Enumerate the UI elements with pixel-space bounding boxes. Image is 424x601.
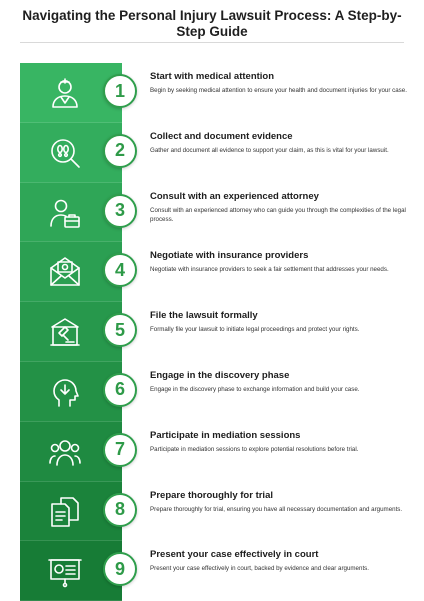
step-number: 4 [103, 253, 137, 287]
step-title: Present your case effectively in court [150, 549, 319, 561]
steps-list [20, 63, 420, 601]
step-number: 5 [103, 313, 137, 347]
step-text [150, 370, 410, 394]
step-number: 1 [103, 74, 137, 108]
step-number: 8 [103, 493, 137, 527]
step-7 [20, 422, 420, 482]
step-text [150, 71, 410, 95]
step-title: Engage in the discovery phase [150, 369, 290, 381]
step-1 [20, 63, 420, 123]
step-number: 6 [103, 373, 137, 407]
envelope-money-icon [48, 255, 82, 289]
title-divider [20, 42, 404, 43]
step-description: Prepare thoroughly for trial, ensuring you have all necessary documentation and arguments. [150, 505, 403, 513]
step-5 [20, 302, 420, 362]
step-text [150, 310, 410, 334]
documents-icon [48, 495, 82, 529]
attorney-briefcase-icon [48, 196, 82, 230]
step-number: 7 [103, 433, 137, 467]
step-text [150, 430, 410, 454]
step-3 [20, 183, 420, 243]
group-people-icon [48, 435, 82, 469]
step-title: Start with medical attention [150, 71, 275, 82]
step-description: Present your case effectively in court, backed by evidence and clear arguments. [150, 565, 369, 573]
step-6 [20, 362, 420, 422]
step-title: Collect and document evidence [150, 130, 293, 142]
step-text [150, 191, 410, 224]
step-number: 9 [103, 552, 137, 586]
step-title: Participate in mediation sessions [150, 429, 301, 441]
step-text [150, 549, 410, 573]
step-title: File the lawsuit formally [150, 310, 258, 322]
step-title: Consult with an experienced attorney [150, 190, 319, 202]
step-description: Participate in mediation sessions to explore potential resolutions before trial. [150, 445, 359, 453]
step-description: Negotiate with insurance providers to seek a fair settlement that addresses your needs. [150, 266, 389, 274]
footprints-magnifier-icon [48, 136, 82, 170]
presentation-board-icon [48, 554, 82, 588]
step-text [150, 250, 410, 274]
step-4 [20, 242, 420, 302]
step-text [150, 490, 410, 514]
doctor-icon [48, 76, 82, 110]
courthouse-gavel-icon [48, 315, 82, 349]
step-2 [20, 123, 420, 183]
head-download-icon [48, 375, 82, 409]
step-description: Engage in the discovery phase to exchange information and build your case. [150, 385, 360, 393]
step-8 [20, 482, 420, 542]
step-description: Consult with an experienced attorney who can guide you through the complexities of the legal process. [150, 206, 406, 223]
step-description: Begin by seeking medical attention to ensure your health and document injuries for your case. [150, 87, 407, 94]
step-number: 3 [103, 194, 137, 228]
step-number: 2 [103, 134, 137, 168]
step-title: Prepare thoroughly for trial [150, 489, 273, 501]
step-9 [20, 541, 420, 601]
step-title: Negotiate with insurance providers [150, 250, 309, 262]
step-description: Gather and document all evidence to support your claim, as this is vital for your lawsuit. [150, 146, 389, 154]
page-title: Navigating the Personal Injury Lawsuit Process: A Step-by-Step Guide [22, 8, 402, 39]
step-text [150, 131, 410, 155]
step-description: Formally file your lawsuit to initiate legal proceedings and protect your rights. [150, 326, 360, 334]
